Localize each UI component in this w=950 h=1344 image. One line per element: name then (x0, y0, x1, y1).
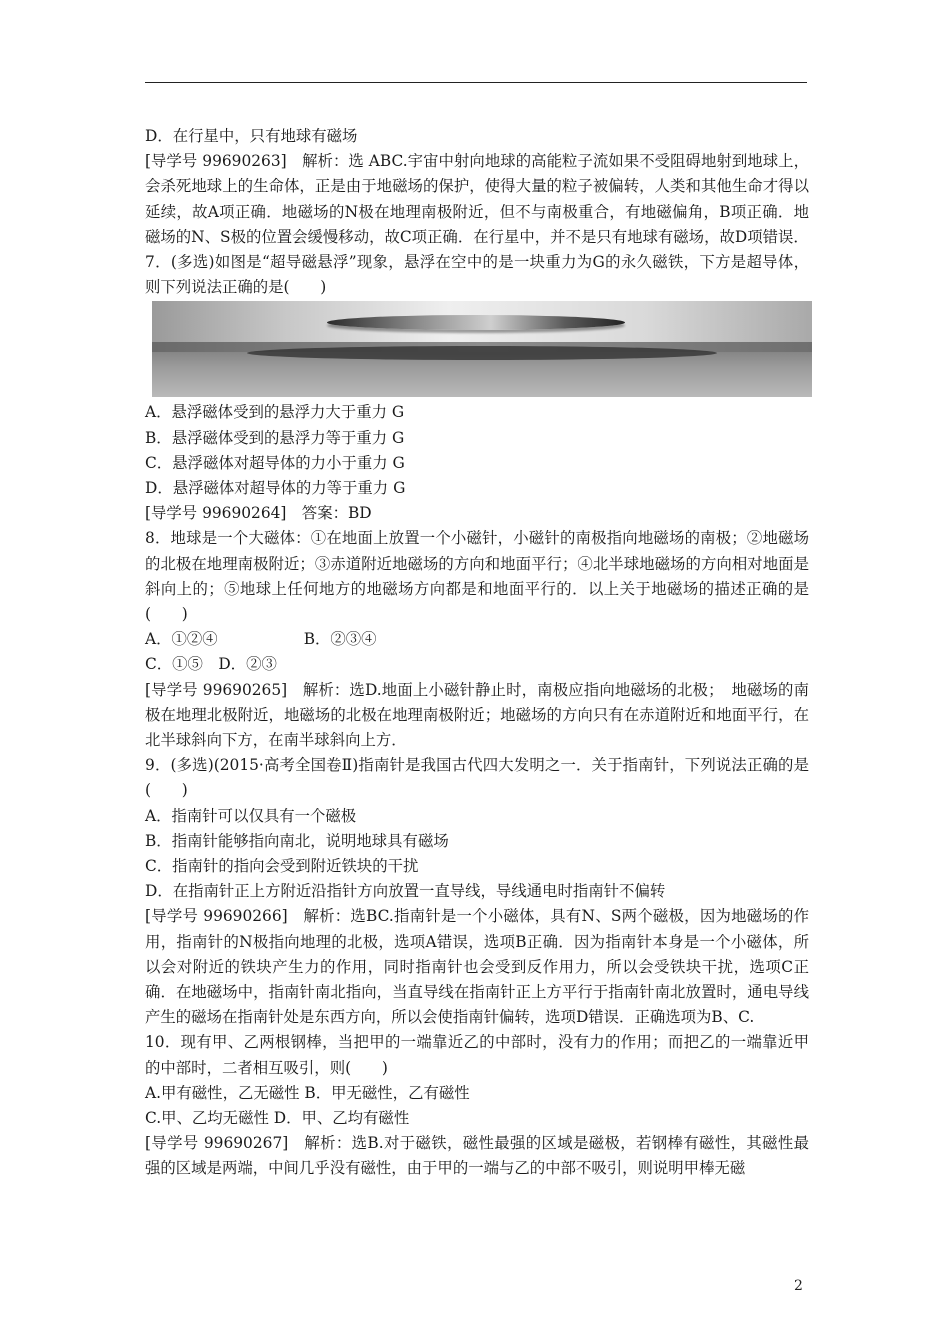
q8-option-b: B．②③④ (303, 630, 377, 649)
q10-stem: 10．现有甲、乙两根钢棒，当把甲的一端靠近乙的中部时，没有力的作用；而把乙的一端靠近甲的中部时，二者相互吸引，则( ) (145, 1033, 809, 1077)
page-content (145, 124, 809, 1182)
q9-option-c: C．指南针的指向会受到附近铁块的干扰 (145, 856, 419, 875)
q6-explanation: [导学号 99690263] 解析：选 ABC.宇宙中射向地球的高能粒子流如果不受阻碍地射到地球上，会杀死地球上的生命体，正是由于地磁场的保护，使得大量的粒子被偏转，人类和其他生命才得以延续，故A项正确．地磁场的N极在地理南极附近，但不与南极重合，有地磁偏角，B项正确．地磁场的N、S极的位置会缓慢移动，故C项正确．在行星中，并不是只有地球有磁场，故D项错误． (145, 152, 809, 246)
levitating-magnet (327, 315, 625, 330)
q8-options-cd: C．①⑤ D．②③ (145, 655, 277, 674)
q10-options-cd: C.甲、乙均无磁性 D．甲、乙均有磁性 (145, 1108, 410, 1127)
superconducting-levitation-photo (152, 301, 812, 397)
q7-answer: [导学号 99690264] 答案：BD (145, 504, 372, 523)
q8-explanation: [导学号 99690265] 解析：选D.地面上小磁针静止时，南极应指向地磁场的北极； 地磁场的南极在地理北极附近，地磁场的北极在地理南极附近；地磁场的方向只有在赤道附近和地面平行，在北半球斜向下方，在南半球斜向上方． (145, 680, 809, 749)
q10-explanation: [导学号 99690267] 解析：选B.对于磁铁，磁性最强的区域是磁极，若钢棒有磁性，其磁性最强的区域是两端，中间几乎没有磁性，由于甲的一端与乙的中部不吸引，则说明甲棒无磁 (145, 1134, 809, 1178)
q7-option-a: A．悬浮磁体受到的悬浮力大于重力 G (145, 403, 405, 422)
page-number: 2 (794, 1278, 803, 1294)
header-rule (145, 82, 807, 83)
q10-options-ab: A.甲有磁性，乙无磁性 B．甲无磁性，乙有磁性 (145, 1083, 470, 1102)
q8-options-ab (145, 627, 809, 652)
q7-stem: 7．(多选)如图是“超导磁悬浮”现象，悬浮在空中的是一块重力为G的永久磁铁，下方是超导体，则下列说法正确的是( ) (145, 253, 809, 297)
q9-option-a: A．指南针可以仅具有一个磁极 (145, 806, 357, 825)
q9-explanation: [导学号 99690266] 解析：选BC.指南针是一个小磁体，具有N、S两个磁极，因为地磁场的作用，指南针的N极指向地理的北极，选项A错误，选项B正确．因为指南针本身是一个小磁体，所以会对附近的铁块产生力的作用，同时指南针也会受到反作用力，所以会受铁块干扰，选项C正确．在地磁场中，指南针南北指向，当直导线在指南针正上方平行于指南针南北放置时，通电导线产生的磁场在指南针处是东西方向，所以会使指南针偏转，选项D错误．正确选项为B、C. (145, 907, 809, 1027)
q8-option-a: A．①②④ (145, 630, 218, 649)
q9-stem: 9．(多选)(2015·高考全国卷Ⅱ)指南针是我国古代四大发明之一．关于指南针，下列说法正确的是( ) (145, 756, 809, 800)
q8-stem: 8．地球是一个大磁体：①在地面上放置一个小磁针，小磁针的南极指向地磁场的南极；②地磁场的北极在地理南极附近；③赤道附近地磁场的方向和地面平行；④北半球地磁场的方向相对地面是斜向上的；⑤地球上任何地方的地磁场方向都是和地面平行的．以上关于地磁场的描述正确的是( ) (145, 529, 809, 623)
q7-option-b: B．悬浮磁体受到的悬浮力等于重力 G (145, 428, 405, 447)
q9-option-d: D．在指南针正上方附近沿指针方向放置一直导线，导线通电时指南针不偏转 (145, 882, 666, 901)
q7-option-c: C．悬浮磁体对超导体的力小于重力 G (145, 453, 405, 472)
q7-option-d: D．悬浮磁体对超导体的力等于重力 G (145, 478, 406, 497)
q6-option-d: D．在行星中，只有地球有磁场 (145, 127, 358, 145)
q9-option-b: B．指南针能够指向南北，说明地球具有磁场 (145, 831, 449, 850)
